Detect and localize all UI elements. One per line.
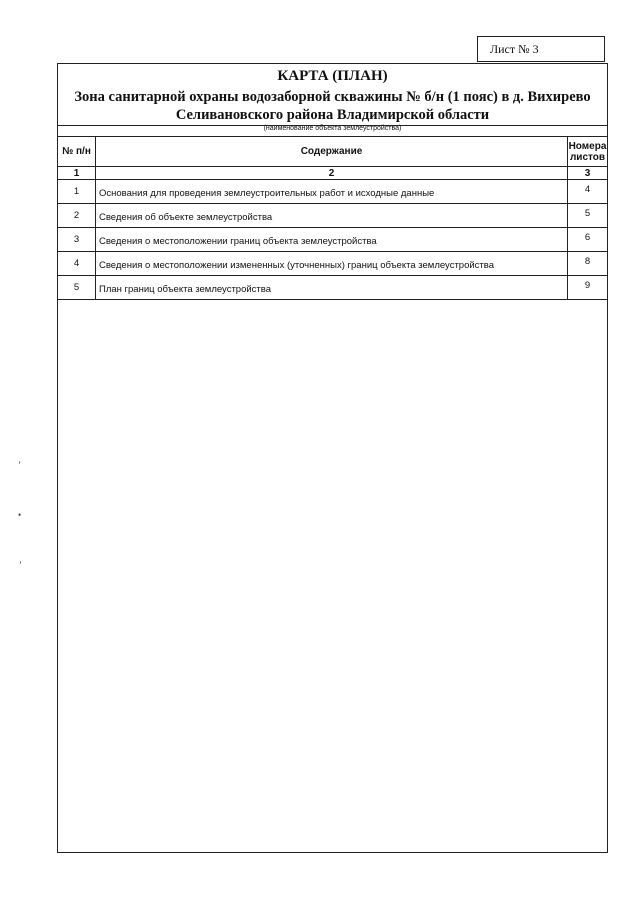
header-pages: Номера листов: [568, 137, 608, 167]
document-subtitle: [58, 88, 607, 124]
page-frame: [57, 63, 608, 853]
table-row: [58, 228, 608, 252]
row-content: План границ объекта землеустройства: [96, 276, 568, 300]
table-row: [58, 276, 608, 300]
sheet-number: Лист № 3: [490, 42, 539, 56]
row-content: Основания для проведения землеустроительных работ и исходные данные: [96, 180, 568, 204]
sheet-number-box: [477, 36, 605, 62]
scan-mark: ʼ: [18, 460, 21, 470]
row-pages: 8: [568, 252, 608, 276]
contents-table: [57, 136, 608, 300]
header-content: Содержание: [96, 137, 568, 167]
row-number: 4: [58, 252, 96, 276]
table-header-row: [58, 137, 608, 167]
index-cell: 1: [58, 167, 96, 180]
index-cell: 3: [568, 167, 608, 180]
index-cell: 2: [96, 167, 568, 180]
row-number: 5: [58, 276, 96, 300]
scan-mark: ʼ: [19, 560, 22, 570]
row-pages: 4: [568, 180, 608, 204]
document-title: КАРТА (ПЛАН): [277, 68, 388, 84]
scan-mark: •: [18, 510, 22, 520]
row-content: Сведения о местоположении границ объекта землеустройства: [96, 228, 568, 252]
row-number: 2: [58, 204, 96, 228]
object-name-caption: (наименование объекта землеустройства): [263, 125, 402, 132]
row-number: 3: [58, 228, 96, 252]
table-row: [58, 180, 608, 204]
table-index-row: [58, 167, 608, 180]
row-content: Сведения об объекте землеустройства: [96, 204, 568, 228]
row-pages: 6: [568, 228, 608, 252]
subtitle-line-1: Зона санитарной охраны водозаборной скважины № б/н (1 пояс) в д. Вихирево: [74, 89, 591, 105]
header-number: № п/н: [58, 137, 96, 167]
row-content: Сведения о местоположении измененных (уточненных) границ объекта землеустройства: [96, 252, 568, 276]
row-pages: 9: [568, 276, 608, 300]
row-pages: 5: [568, 204, 608, 228]
table-row: [58, 252, 608, 276]
table-row: [58, 204, 608, 228]
subtitle-line-2: Селивановского района Владимирской области: [175, 107, 490, 123]
row-number: 1: [58, 180, 96, 204]
